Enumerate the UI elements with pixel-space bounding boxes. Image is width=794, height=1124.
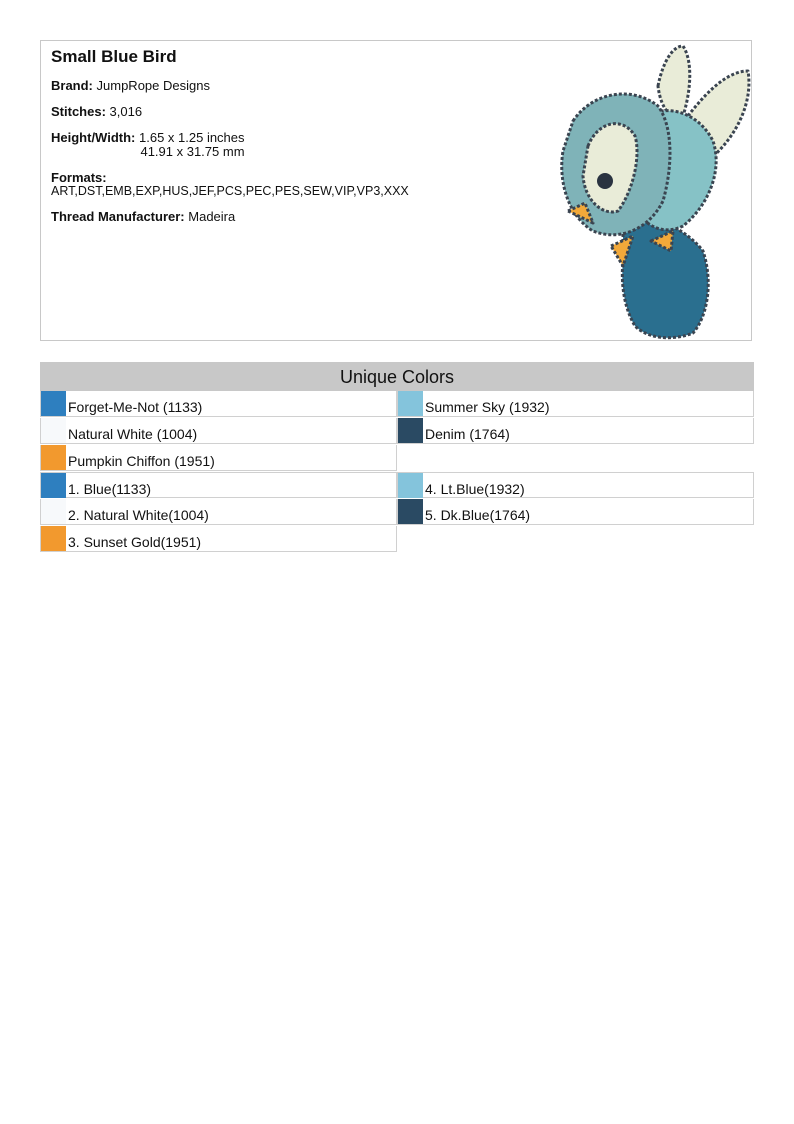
thread-label: Thread Manufacturer: [51, 209, 185, 224]
sequence-name: 4. Lt.Blue(1932) [425, 481, 525, 497]
formats-value: ART,DST,EMB,EXP,HUS,JEF,PCS,PEC,PES,SEW,VIP,VP3,XXX [51, 184, 409, 198]
brand-value: JumpRope Designs [96, 78, 210, 93]
color-swatch [398, 473, 423, 498]
size-field [51, 131, 511, 159]
size-label: Height/Width: [51, 130, 136, 145]
color-row [40, 445, 397, 471]
color-swatch [398, 418, 423, 443]
color-swatch [41, 391, 66, 416]
color-name: Pumpkin Chiffon (1951) [68, 453, 215, 469]
color-name: Summer Sky (1932) [425, 399, 550, 415]
color-name: Natural White (1004) [68, 426, 198, 442]
sequence-row [40, 472, 397, 498]
color-swatch [41, 499, 66, 524]
color-swatch [41, 526, 66, 551]
size-inches: 1.65 x 1.25 inches [139, 130, 245, 145]
stitches-label: Stitches: [51, 104, 106, 119]
sequence-name: 1. Blue(1133) [68, 481, 152, 497]
color-name: Forget-Me-Not (1133) [68, 399, 203, 415]
color-row [40, 418, 397, 444]
sequence-row [40, 526, 397, 552]
color-swatch [398, 499, 423, 524]
brand-label: Brand: [51, 78, 93, 93]
design-info-panel [40, 40, 752, 341]
sequence-name: 2. Natural White(1004) [68, 507, 209, 523]
formats-label: Formats: [51, 170, 107, 185]
design-title: Small Blue Bird [51, 47, 177, 66]
design-details [51, 47, 511, 236]
formats-field [51, 171, 511, 198]
color-row [397, 391, 754, 417]
bird-embroidery-image [523, 41, 752, 340]
color-row [397, 418, 754, 444]
unique-colors-header: Unique Colors [40, 362, 754, 391]
color-swatch [41, 418, 66, 443]
size-mm: 41.91 x 31.75 mm [140, 144, 245, 159]
thread-field [51, 210, 511, 224]
sequence-row [40, 499, 397, 525]
thread-value: Madeira [188, 209, 236, 224]
color-row [40, 391, 397, 417]
color-swatch [41, 445, 66, 470]
color-swatch [41, 473, 66, 498]
brand-field [51, 79, 511, 93]
sequence-row [397, 499, 754, 525]
sequence-name: 3. Sunset Gold(1951) [68, 534, 202, 550]
stitches-value: 3,016 [109, 104, 143, 119]
color-swatch [398, 391, 423, 416]
sequence-row [397, 472, 754, 498]
stitches-field [51, 105, 511, 119]
color-name: Denim (1764) [425, 426, 510, 442]
sequence-name: 5. Dk.Blue(1764) [425, 507, 531, 523]
